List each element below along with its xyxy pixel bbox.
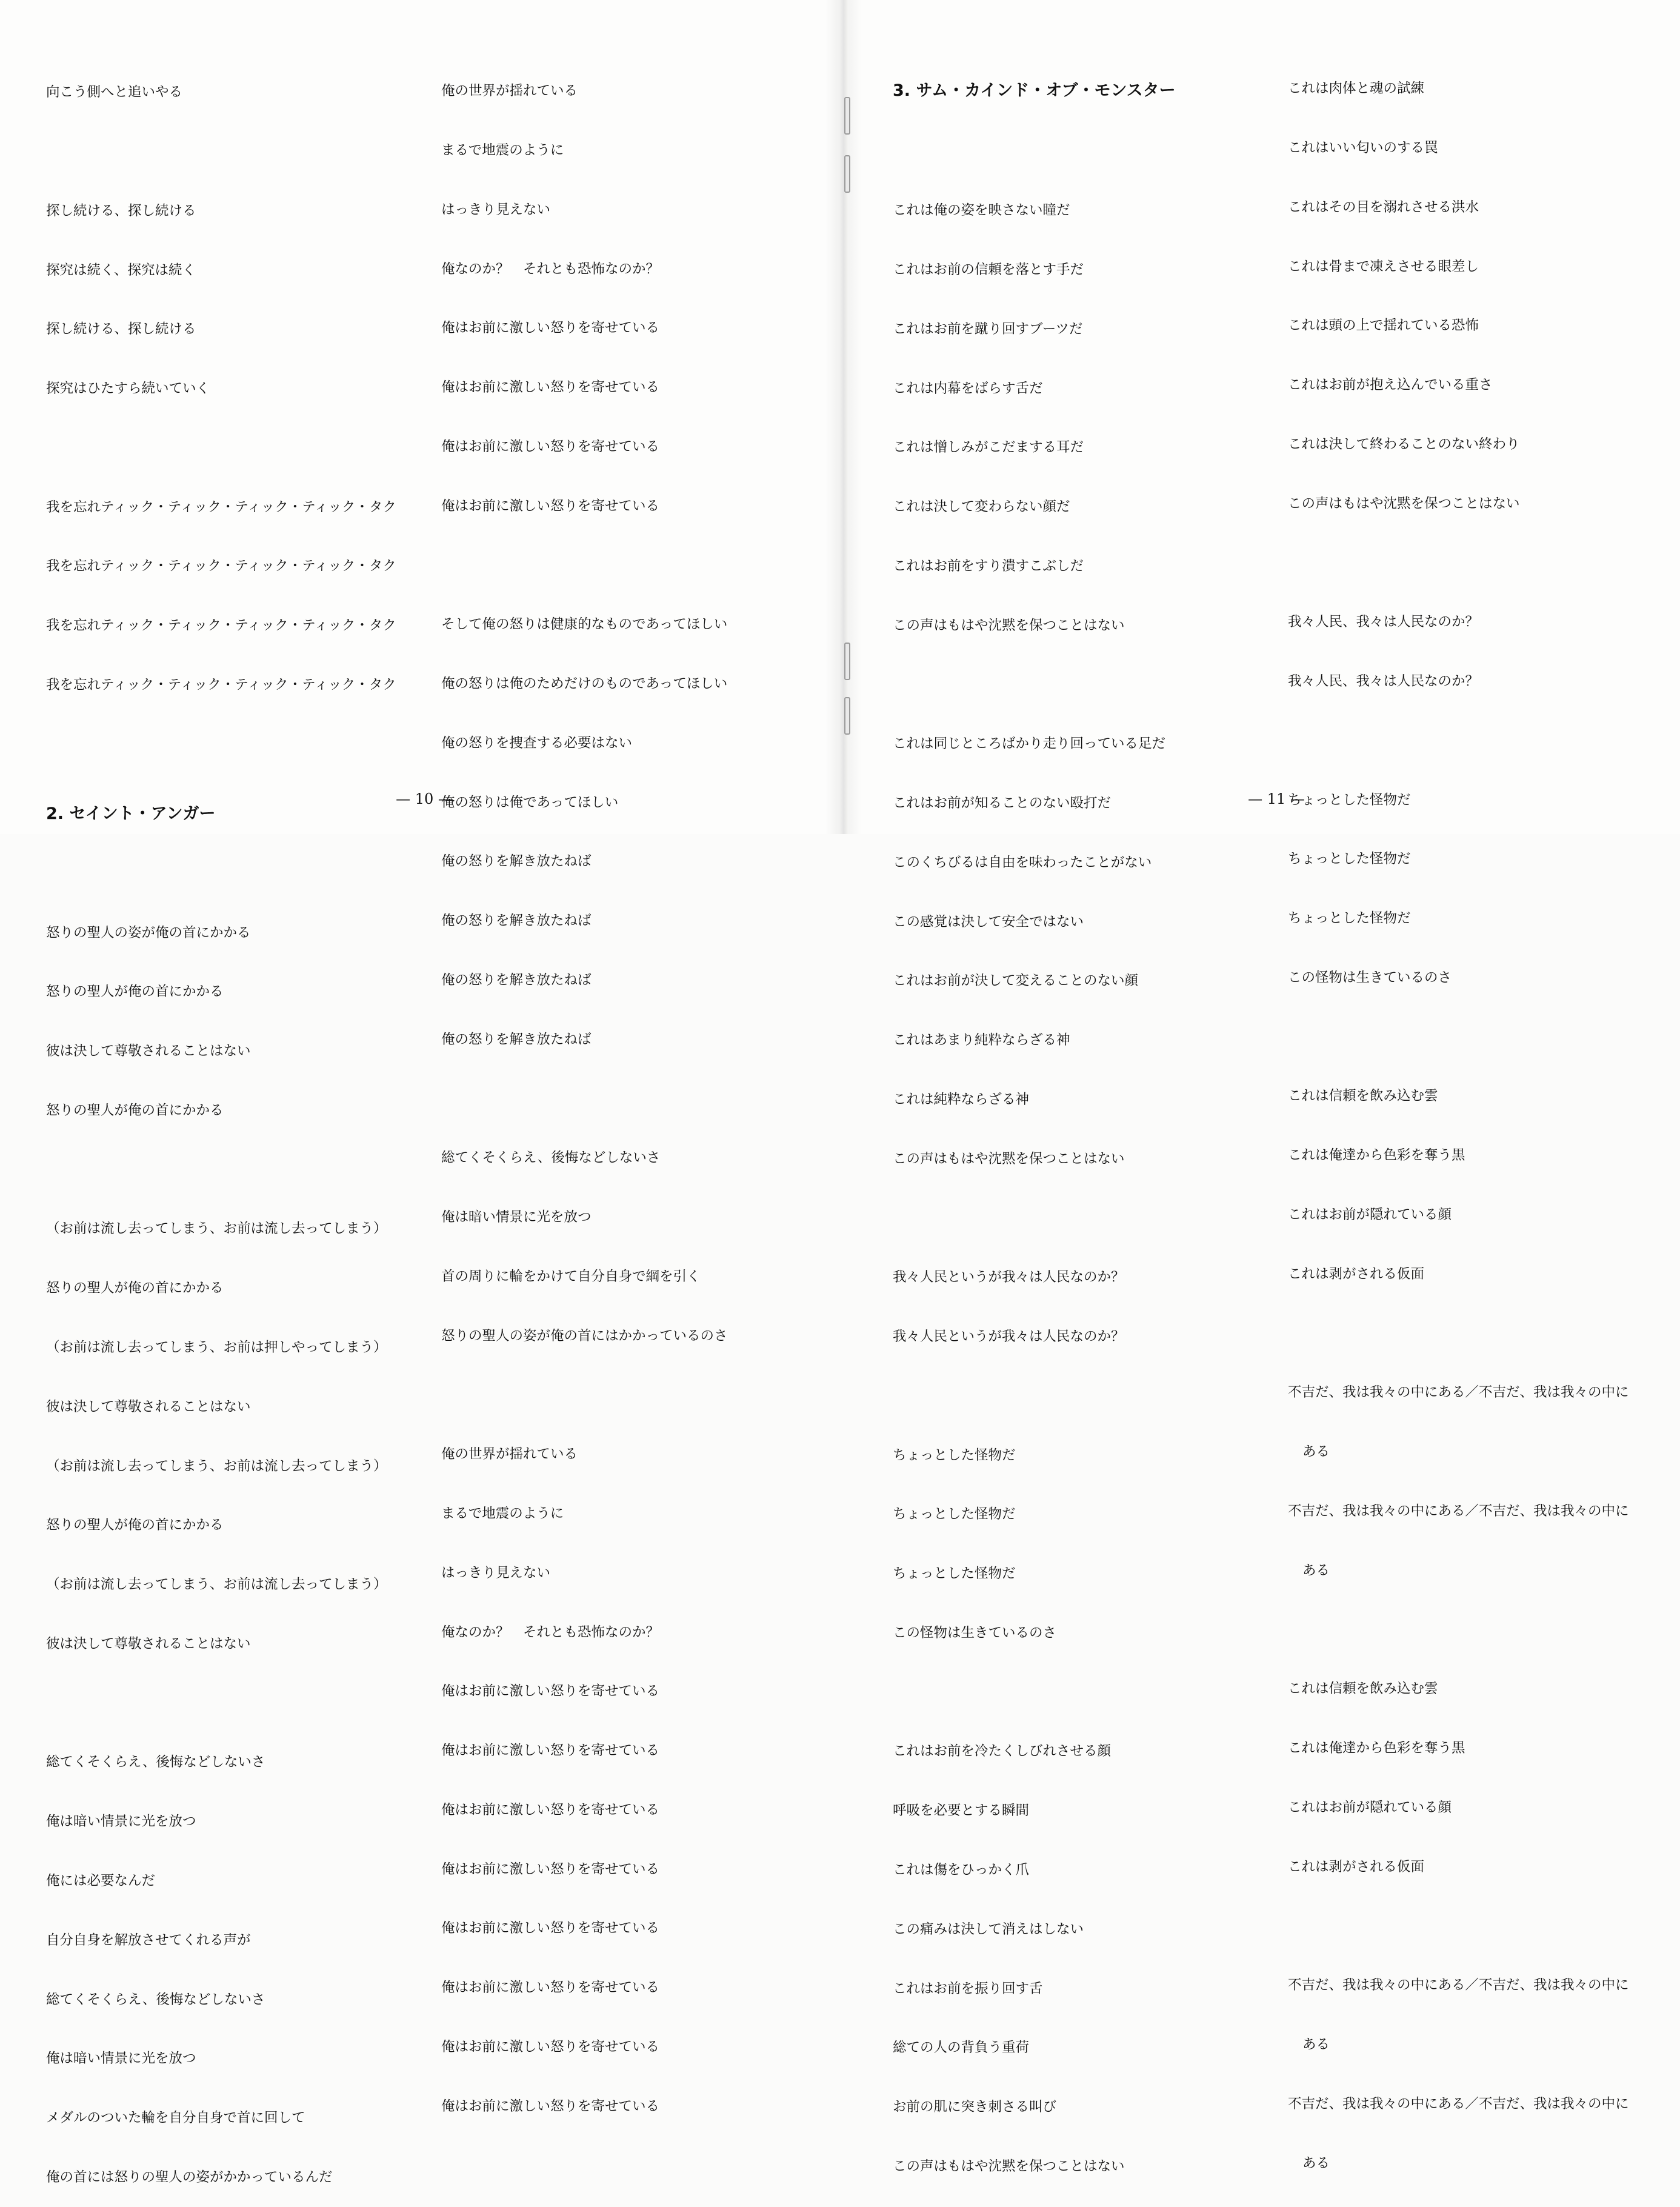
lyric-line: 探究はひたすら続いていく — [46, 381, 210, 397]
lyric-line: 我を忘れティック・ティック・ティック・ティック・タク — [46, 618, 396, 634]
right-column-1 — [893, 42, 1176, 2196]
lyric-line: 向こう側へと追いやる — [46, 84, 183, 101]
lyric-line: 不吉だ、我は我々の中にある／不吉だ、我は我々の中に — [1288, 1384, 1629, 1401]
lyric-line: これは決して終わることのない終わり — [1288, 436, 1520, 452]
lyric-line: これは骨まで凍えさせる眼差し — [1288, 258, 1479, 275]
lyric-line: これはお前が知ることのない殴打だ — [893, 795, 1112, 811]
lyric-line: これは剥がされる仮面 — [1288, 1858, 1425, 1875]
lyric-line: まるで地震のように — [441, 142, 564, 158]
lyric-line: これはお前が決して変えることのない顔 — [893, 973, 1139, 989]
lyric-line: この痛みは決して消えはしない — [893, 1921, 1084, 1937]
lyric-line: 俺はお前に激しい怒りを寄せている — [441, 438, 660, 455]
lyric-line: これは憎しみがこだまする耳だ — [893, 439, 1084, 456]
lyric-line: これは純粋ならざる神 — [893, 1091, 1030, 1107]
lyric-line: 総てくそくらえ、後悔などしないさ — [46, 1991, 265, 2008]
lyric-line: 俺はお前に激しい怒りを寄せている — [441, 2038, 660, 2055]
lyric-line: 俺は暗い情景に光を放つ — [46, 1814, 196, 1830]
lyric-line: 俺なのか？ それとも恐怖なのか？ — [441, 261, 660, 277]
lyric-line: これは俺達から色彩を奪う黒 — [1288, 1147, 1465, 1164]
lyric-line: 探し続ける、探し続ける — [46, 202, 196, 219]
staple-icon — [844, 643, 850, 680]
lyric-line: これは傷をひっかく爪 — [893, 1862, 1030, 1878]
lyric-line: 怒りの聖人が俺の首にかかる — [46, 1102, 224, 1118]
lyric-line: 呼吸を必要とする瞬間 — [893, 1803, 1030, 1819]
staple-icon — [844, 155, 850, 193]
book-spine — [825, 0, 862, 834]
lyric-line: はっきり見えない — [441, 1564, 551, 1581]
lyric-line: 怒りの聖人の姿が俺の首にかかる — [46, 924, 251, 941]
lyric-line: メダルのついた輪を自分自身で首に回して — [46, 2110, 305, 2126]
lyric-line: 俺はお前に激しい怒りを寄せている — [441, 1980, 660, 1996]
lyric-line: ある — [1302, 2036, 1330, 2052]
lyric-line: 俺はお前に激しい怒りを寄せている — [441, 1861, 660, 1877]
lyric-line: 総てくそくらえ、後悔などしないさ — [46, 1754, 265, 1771]
lyric-line: 俺の首には怒りの聖人の姿がかかっているんだ — [46, 2169, 333, 2185]
lyric-line: そして俺の怒りは健康的なものであってほしい — [441, 616, 728, 633]
lyric-line: 不吉だ、我は我々の中にある／不吉だ、我は我々の中に — [1288, 1503, 1629, 1519]
lyric-line: これは肉体と魂の試練 — [1288, 81, 1425, 97]
lyric-line: 俺はお前に激しい怒りを寄せている — [441, 2098, 660, 2114]
song-title: 2. セイント・アンガー — [46, 804, 216, 823]
lyric-line: 俺には必要なんだ — [46, 1873, 156, 1889]
lyric-line: 俺はお前に激しい怒りを寄せている — [441, 320, 660, 336]
lyric-line: 俺の怒りを解き放たねば — [441, 913, 592, 929]
lyric-line: 俺はお前に激しい怒りを寄せている — [441, 1920, 660, 1937]
lyric-line: 俺の怒りを捜査する必要はない — [441, 735, 633, 751]
lyric-line: 俺は暗い情景に光を放つ — [46, 2051, 196, 2067]
lyric-line: この怪物は生きているのさ — [1288, 969, 1452, 986]
lyric-line: この怪物は生きているのさ — [893, 1624, 1057, 1641]
lyric-line: これは頭の上で揺れている恐怖 — [1288, 318, 1479, 334]
lyric-line: 総てくそくらえ、後悔などしないさ — [441, 1150, 661, 1166]
lyric-line: これはその目を溺れさせる洪水 — [1288, 199, 1479, 215]
lyric-line: ちょっとした怪物だ — [893, 1447, 1016, 1463]
lyric-line: これはお前が隠れている顔 — [1288, 1207, 1452, 1223]
lyric-line: 自分自身を解放させてくれる声が — [46, 1932, 251, 1948]
lyric-line: これは俺の姿を映さない瞳だ — [893, 202, 1070, 219]
lyric-line: 彼は決して尊敬されることはない — [46, 1398, 251, 1415]
lyric-line: これはあまり純粋ならざる神 — [893, 1032, 1070, 1049]
lyric-line: 探究は続く、探究は続く — [46, 262, 196, 278]
lyric-line: ちょっとした怪物だ — [1288, 851, 1411, 867]
lyric-line: これはお前が抱え込んでいる重さ — [1288, 377, 1493, 393]
lyric-line: この声はもはや沈黙を保つことはない — [893, 617, 1125, 633]
lyric-line: これは内幕をばらす舌だ — [893, 380, 1043, 396]
lyric-line: 俺はお前に激しい怒りを寄せている — [441, 1683, 660, 1700]
lyric-line: （お前は流し去ってしまう、お前は流し去ってしまう） — [46, 1221, 387, 1237]
lyric-line: これはお前の信頼を落とす手だ — [893, 261, 1084, 278]
staple-icon — [844, 97, 850, 135]
lyric-line: 我々人民、我々は人民なのか？ — [1288, 673, 1479, 689]
lyric-line: 俺なのか？ それとも恐怖なのか？ — [441, 1624, 660, 1640]
lyric-line: 彼は決して尊敬されることはない — [46, 1043, 251, 1060]
lyric-line: この声はもはや沈黙を保つことはない — [893, 1150, 1125, 1167]
lyric-line: これはお前を振り回す舌 — [893, 1980, 1043, 1997]
lyric-line: 不吉だ、我は我々の中にある／不吉だ、我は我々の中に — [1288, 1977, 1629, 1994]
lyric-line: 俺の世界が揺れている — [441, 83, 578, 99]
lyric-line: お前の肌に突き刺さる叫び — [893, 2099, 1057, 2115]
lyric-line: 俺はお前に激しい怒りを寄せている — [441, 379, 660, 396]
lyric-line: これは俺達から色彩を奪う黒 — [1288, 1740, 1465, 1757]
lyric-line: 俺の怒りを解き放たねば — [441, 853, 592, 870]
lyric-line: まるで地震のように — [441, 1505, 564, 1521]
lyric-line: 俺の怒りは俺のためだけのものであってほしい — [441, 676, 728, 692]
lyric-line: （お前は流し去ってしまう、お前は流し去ってしまう） — [46, 1458, 387, 1474]
staple-icon — [844, 697, 850, 735]
lyric-line: 我を忘れティック・ティック・ティック・ティック・タク — [46, 558, 396, 575]
lyric-line: 我々人民、我々は人民なのか？ — [1288, 614, 1479, 630]
lyric-line: 我々人民というが我々は人民なのか？ — [893, 1269, 1125, 1286]
lyric-line: 総ての人の背負う重荷 — [893, 2040, 1030, 2056]
lyric-line: （お前は流し去ってしまう、お前は流し去ってしまう） — [46, 1577, 387, 1593]
lyric-line: これは信頼を飲み込む雲 — [1288, 1681, 1438, 1697]
lyric-line: これはいい匂いのする罠 — [1288, 139, 1438, 156]
lyric-line: 首の周りに輪をかけて自分自身で綱を引く — [441, 1268, 701, 1284]
lyric-line: 我を忘れティック・ティック・ティック・ティック・タク — [46, 499, 396, 515]
lyric-line: 我々人民というが我々は人民なのか？ — [893, 1329, 1125, 1344]
lyric-line: 俺はお前に激しい怒りを寄せている — [441, 498, 660, 514]
lyric-line: 怒りの聖人が俺の首にかかる — [46, 1280, 224, 1297]
lyric-line: これは信頼を飲み込む雲 — [1288, 1088, 1438, 1104]
lyric-line: ある — [1302, 1562, 1330, 1578]
lyric-line: はっきり見えない — [441, 201, 551, 218]
lyric-line: この声はもはや沈黙を保つことはない — [1288, 495, 1520, 512]
lyric-line: これはお前を蹴り回すブーツだ — [893, 321, 1083, 337]
lyric-line: 怒りの聖人が俺の首にかかる — [46, 1517, 224, 1534]
lyric-line: 俺の怒りを解き放たねば — [441, 972, 592, 988]
lyric-line: 俺の怒りを解き放たねば — [441, 1031, 592, 1047]
page-number: — 11 — — [1248, 790, 1305, 807]
lyric-line: これは剥がされる仮面 — [1288, 1266, 1425, 1282]
right-column-2 — [1288, 39, 1629, 2193]
left-column-2 — [441, 42, 728, 2136]
lyric-line: これはお前が隠れている顔 — [1288, 1799, 1452, 1815]
lyric-line: これは同じところばかり走り回っている足だ — [893, 736, 1166, 752]
lyric-line: これはお前を冷たくしびれさせる顔 — [893, 1743, 1112, 1760]
lyric-line: ちょっとした怪物だ — [893, 1566, 1016, 1582]
lyric-line: これはお前をすり潰すこぶしだ — [893, 558, 1084, 574]
lyric-line: ちょっとした怪物だ — [1288, 792, 1411, 808]
lyric-line: 俺の世界が揺れている — [441, 1446, 578, 1463]
lyric-line: これは決して変わらない顔だ — [893, 499, 1070, 515]
lyric-line: 不吉だ、我は我々の中にある／不吉だ、我は我々の中に — [1288, 2095, 1629, 2112]
lyric-line: 彼は決して尊敬されることはない — [46, 1635, 251, 1652]
lyric-line: 俺はお前に激しい怒りを寄せている — [441, 1743, 660, 1759]
lyric-line: このくちびるは自由を味わったことがない — [893, 854, 1152, 870]
lyric-line: 怒りの聖人の姿が俺の首にはかかっているのさ — [441, 1327, 728, 1344]
lyric-line: （お前は流し去ってしまう、お前は押しやってしまう） — [46, 1340, 387, 1355]
lyric-line: ある — [1302, 2155, 1330, 2171]
lyric-line: 探し続ける、探し続ける — [46, 321, 196, 338]
lyric-line: 怒りの聖人が俺の首にかかる — [46, 984, 224, 1000]
lyric-line: 俺の怒りは俺であってほしい — [441, 794, 619, 810]
lyric-line: ちょっとした怪物だ — [893, 1506, 1016, 1523]
lyric-line: 俺はお前に激しい怒りを寄せている — [441, 1801, 660, 1818]
left-column-1 — [46, 43, 396, 2207]
lyric-line: ちょっとした怪物だ — [1288, 910, 1411, 927]
lyric-line: この声はもはや沈黙を保つことはない — [893, 2158, 1125, 2174]
song-title: 3. サム・カインド・オブ・モンスター — [893, 81, 1176, 101]
lyric-line: 我を忘れティック・ティック・ティック・ティック・タク — [46, 677, 396, 693]
lyric-line: ある — [1302, 1444, 1330, 1460]
page-number: — 10 — — [396, 790, 453, 807]
lyric-line: この感覚は決して安全ではない — [893, 913, 1084, 930]
lyric-line: 俺は暗い情景に光を放つ — [441, 1209, 592, 1226]
